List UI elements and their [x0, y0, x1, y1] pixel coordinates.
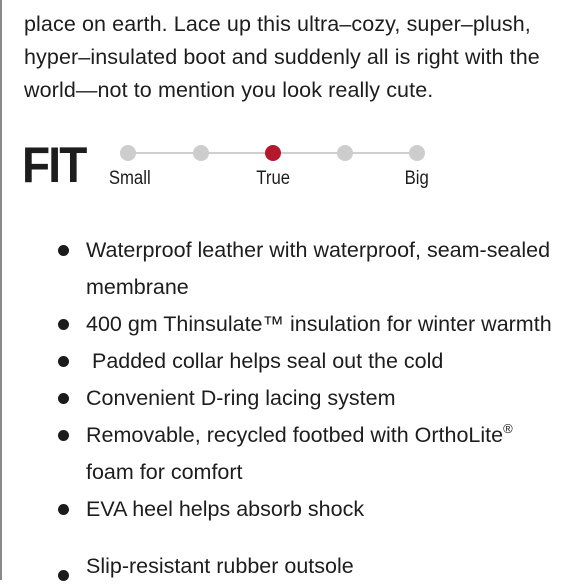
list-item: [0, 232, 556, 306]
feature-text: 400 gm Thinsulate™ insulation for winter warmth: [86, 312, 552, 336]
description-line: world—not to mention you look really cute.: [24, 78, 434, 102]
bullet-icon: [58, 430, 69, 441]
feature-text: Slip-resistant rubber outsole: [86, 554, 354, 578]
fit-dot-true-selected: [265, 145, 281, 161]
feature-text: [86, 423, 513, 484]
bullet-icon: [58, 570, 69, 581]
list-item: [0, 343, 556, 380]
list-item: [0, 548, 556, 578]
feature-text-part: foam for comfort: [86, 460, 243, 484]
bullet-icon: [58, 319, 69, 330]
feature-text-part: Removable, recycled footbed with OrthoLite: [86, 423, 504, 447]
feature-text: EVA heel helps absorb shock: [86, 497, 365, 521]
description-line: place on earth. Lace up this ultra–cozy, super–plush,: [24, 12, 531, 36]
fit-scale: [22, 137, 442, 200]
feature-list: [0, 232, 580, 578]
registered-mark: ®: [503, 421, 513, 436]
bullet-icon: [58, 356, 69, 367]
fit-dot-small-true: [193, 145, 209, 161]
fit-label-big: Big: [404, 168, 429, 189]
feature-text: Padded collar helps seal out the cold: [86, 349, 444, 373]
list-item: [0, 491, 556, 528]
bullet-icon: [58, 393, 69, 404]
fit-label-true: True: [256, 168, 291, 189]
feature-text: Waterproof leather with waterproof, seam-sealed membrane: [86, 238, 551, 299]
list-item: [0, 380, 556, 417]
fit-label-small: Small: [108, 168, 151, 189]
bullet-icon: [58, 245, 69, 256]
list-item: [0, 417, 556, 491]
bullet-icon: [58, 504, 69, 515]
fit-title: FIT: [22, 137, 86, 193]
fit-dot-big: [409, 145, 425, 161]
fit-dot-true-big: [337, 145, 353, 161]
description-line: hyper–insulated boot and suddenly all is right with the: [24, 45, 540, 69]
list-item: [0, 306, 556, 343]
product-description: [24, 8, 564, 107]
feature-text: Convenient D-ring lacing system: [86, 386, 396, 410]
fit-dot-small: [120, 145, 136, 161]
